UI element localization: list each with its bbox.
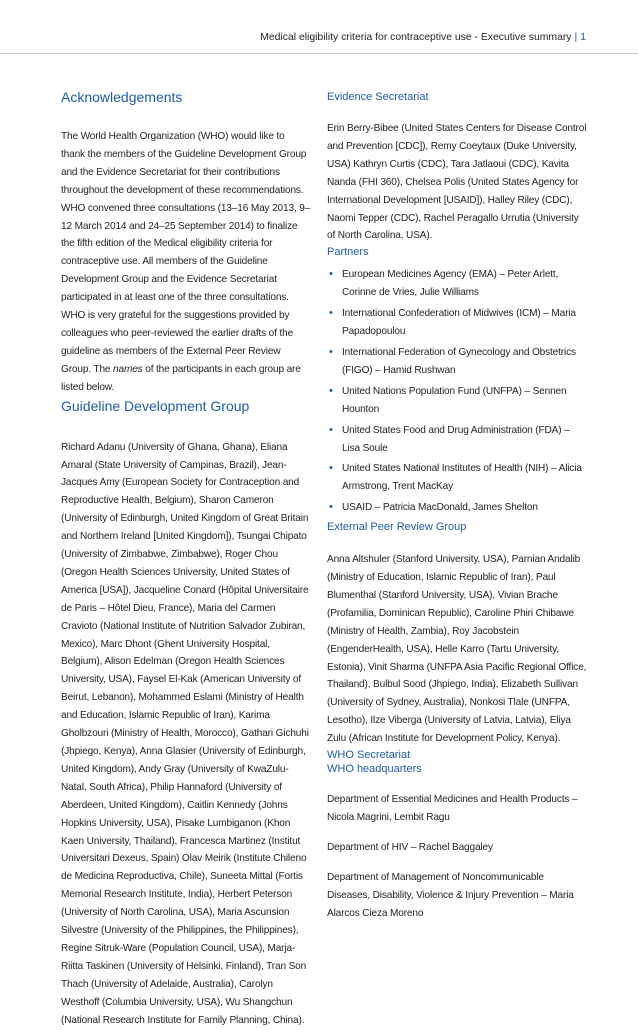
external-peer-review-heading: External Peer Review Group bbox=[327, 521, 467, 534]
bullet-icon: • bbox=[329, 462, 333, 475]
bullet-icon: • bbox=[329, 345, 333, 358]
partners-heading: Partners bbox=[327, 246, 369, 259]
page-number: 1 bbox=[580, 32, 586, 43]
evidence-secretariat-heading: Evidence Secretariat bbox=[327, 91, 429, 103]
header-separator: | bbox=[574, 32, 578, 43]
bullet-icon: • bbox=[329, 268, 333, 281]
department-noncommunicable-diseases: Department of Management of Noncommunicable Diseases, Disability, Violence & Injury Prevention – Maria Alarcos Cieza Moreno bbox=[327, 871, 574, 919]
bullet-icon: • bbox=[329, 423, 333, 436]
bullet-icon: • bbox=[329, 501, 333, 514]
list-item: • United States National Institutes of Health (NIH) – Alicia Armstrong, Trent MacKay bbox=[329, 462, 582, 493]
ack-text-part1: The World Health Organization (WHO) would like to thank the members of the Guideline Development Group and the Evidence Secretariat for their contributions throughout the development of these recommendations. WHO convened three consultations (13–16 May 2013, 9–12 March 2014 and 24–25 September 2014) to finalize the fifth edition of the Medical eligibility criteria for contraceptive use. All members of the Guideline Development Group and the Evidence Secretariat participated in at least one of the three consultations. WHO is very grateful for the suggestions provided by colleagues who peer-reviewed the earlier drafts of the guideline as members of the External Peer Review Group. The bbox=[61, 131, 311, 375]
right-column bbox=[327, 90, 589, 923]
who-headquarters-heading: WHO headquarters bbox=[327, 763, 422, 776]
gdg-members-text: Richard Adanu (University of Ghana, Ghana), Eliana Amaral (State University of Campinas, Brazil), Jean-Jacques Amy (European Society for Contraception and Reproductive Health, Belgium), Sharon Cameron (University of Edinburgh, United Kingdom of Great Britain and Northern Ireland [United Kingdom]), Tsungai Chipato (University of Zimbabwe, Zimbabwe), Roger Chou (Oregon Health Sciences University, United States of America [USA]), Jacqueline Conard (Hôpital Universitaire de Paris – Hôtel Dieu, France), Maria del Carmen Cravioto (National Institute of Nutrition Salvador Zubiran, Mexico), Marc Dhont (Ghent University Hospital, Belgium), Alison Edelman (Oregon Health Sciences University, USA), Faysel El-Kak (American University of Beirut, Lebanon), Mohammed Eslami (Ministry of Health and Education, Islamic Republic of Iran), Karima Gholbzouri (Ministry of Health, Morocco), Gathari Gichuhi (Jhpiego, Kenya), Anna Glasier (University of Edinburgh, United Kingdom), Andy Gray (University of KwaZulu-Natal, South Africa), Philip Hannaford (University of Aberdeen, United Kingdom), Caitlin Kennedy (Johns Hopkins University, USA), Pisake Lumbiganon (Khon Kaen University, Thailand), Francesca Martinez (Institut Universitari Dexeus, Spain) Olav Meirik (Institute Chileno de Medicina Reproductiva, Chile), Suneeta Mittal (Fortis Memorial Research Institute, India), Herbert Peterson (University of North Carolina, USA), Maria Ascunsion Silvestre (University of the Philippines, the Philippines), Regine Sitruk-Ware (Population Council, USA), Marja-Riitta Taskinen (University of Helsinki, Finland), Tran Son Thach (University of Adelaide, Australia), Carolyn Westhoff (Columbia University, USA), Wu Shangchun (National Research Institute for Family Planning, China). bbox=[61, 441, 309, 1026]
department-hiv: Department of HIV – Rachel Baggaley bbox=[327, 841, 493, 853]
ack-text-part2: of the participants in each group are listed below. bbox=[61, 363, 301, 393]
header-rule bbox=[0, 53, 638, 54]
department-essential-medicines: Department of Essential Medicines and Health Products – Nicola Magrini, Lembit Ragu bbox=[327, 794, 578, 823]
acknowledgements-text bbox=[61, 128, 311, 397]
list-item: • USAID – Patricia MacDonald, James Shelton bbox=[327, 499, 589, 517]
list-item: • European Medicines Agency (EMA) – Peter Arlett, Corinne de Vries, Julie Williams bbox=[329, 268, 559, 299]
left-column bbox=[61, 88, 311, 1030]
bullet-icon: • bbox=[329, 307, 333, 320]
external-peer-review-text: Anna Altshuler (Stanford University, USA), Parnian Andalib (Ministry of Education, Islamic Republic of Iran), Paul Blumenthal (Stanford University, USA), Vivian Brache (Profamilia, Dominican Republic), Caroline Phiri Chibawe (Ministry of Health, Zambia), Roy Jacobstein (EngenderHealth, USA), Helle Karro (Tartu University, Estonia), Vinit Sharma (UNFPA Asia Pacific Regional Office, Thailand), Bulbul Sood (Jhpiego, India), Elizabeth Sullivan (University of Sydney, Australia), Nonkosi Tlale (UNFPA, Lesotho), Ilze Viberga (University of Latvia, Latvia), Eliya Zulu (African Institute for Development Policy, Kenya). bbox=[327, 554, 587, 745]
list-item: • International Federation of Gynecology and Obstetrics (FIGO) – Hamid Rushwan bbox=[329, 345, 576, 376]
running-header bbox=[260, 32, 586, 43]
gdg-heading: Guideline Development Group bbox=[61, 397, 250, 414]
who-secretariat-heading: WHO Secretariat bbox=[327, 749, 411, 762]
list-item: • United Nations Population Fund (UNFPA) – Sennen Hounton bbox=[329, 384, 567, 415]
partners-list bbox=[327, 266, 589, 517]
ack-text-italic: names bbox=[113, 363, 143, 375]
bullet-icon: • bbox=[329, 384, 333, 397]
evidence-secretariat-text: Erin Berry-Bibee (United States Centers for Disease Control and Prevention [CDC]), Remy Coeytaux (Duke University, USA) Kathryn Curtis (CDC), Tara Jatlaoui (CDC), Kavita Nanda (FHI 360), Chelsea Polis (United States Agency for International Development [USAID]), Halley Riley (CDC), Naomi Tepper (CDC), Rachel Peragallo Urrutia (University of North Carolina, USA). bbox=[327, 123, 587, 242]
acknowledgements-heading: Acknowledgements bbox=[61, 89, 183, 105]
list-item: • International Confederation of Midwives (ICM) – Maria Papadopoulou bbox=[329, 307, 576, 338]
running-title: Medical eligibility criteria for contraceptive use - Executive summary bbox=[260, 32, 572, 43]
list-item: • United States Food and Drug Administration (FDA) – Lisa Soule bbox=[329, 423, 570, 454]
